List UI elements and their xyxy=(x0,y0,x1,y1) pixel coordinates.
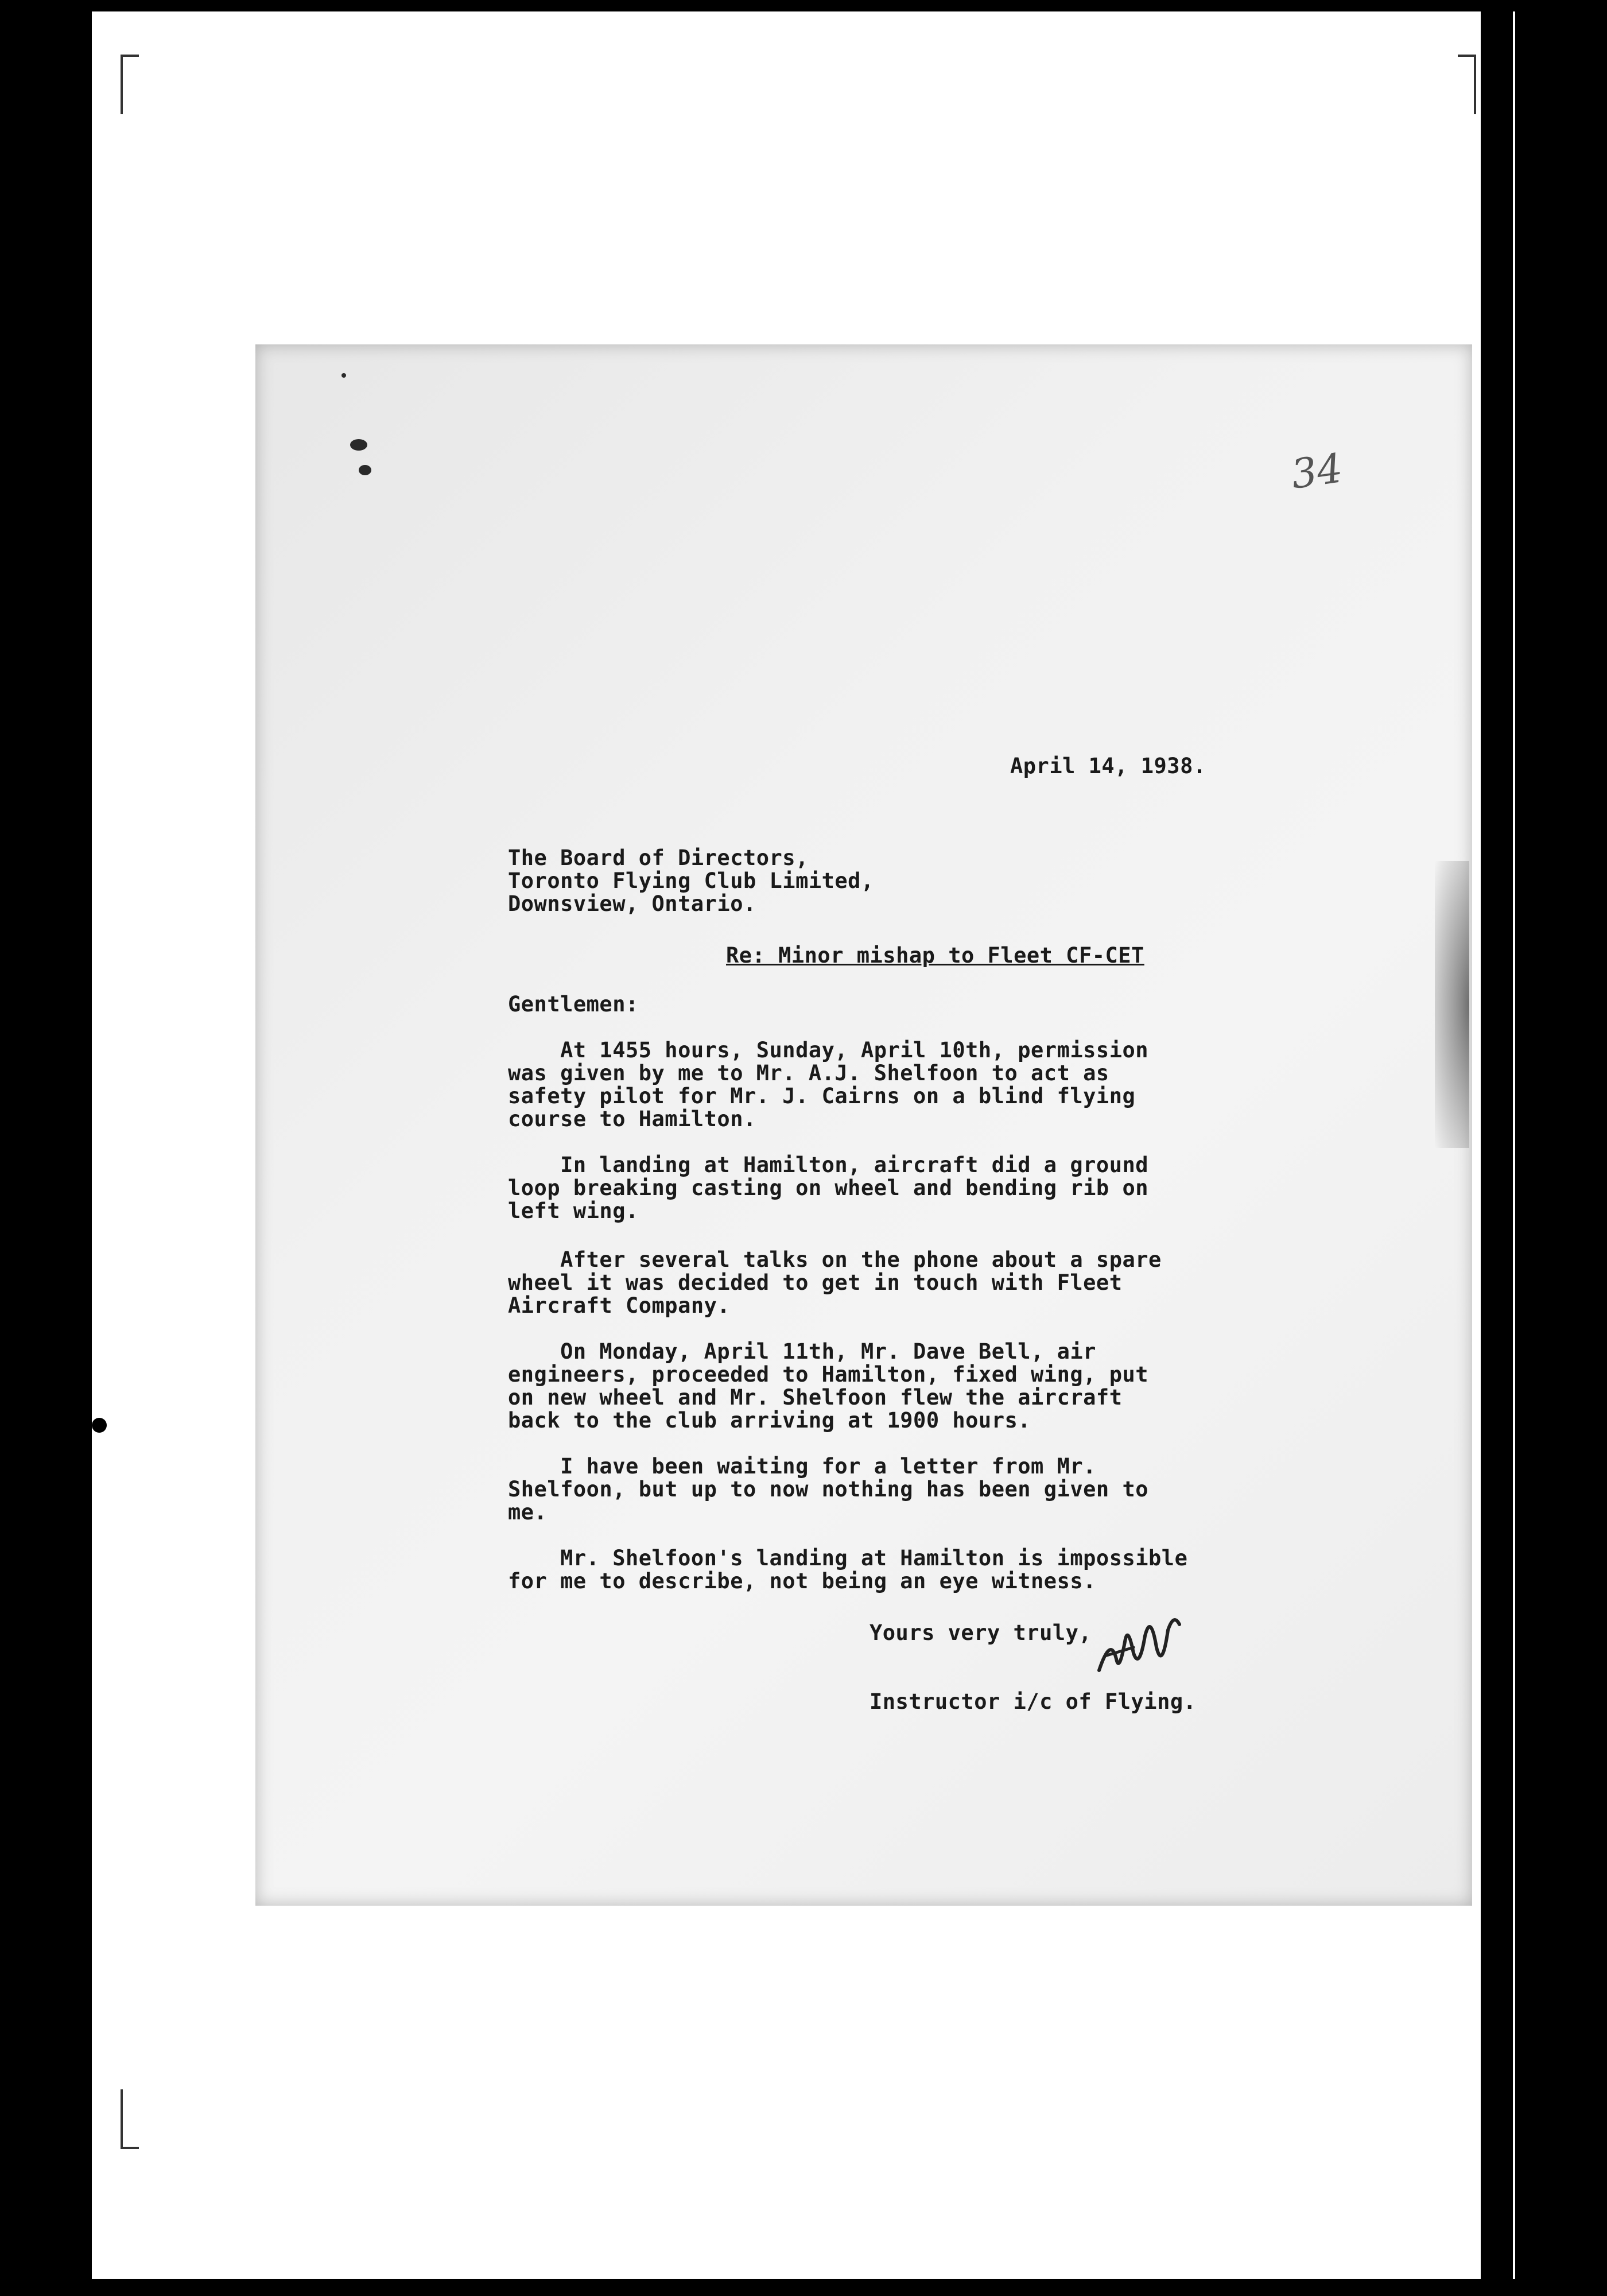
body-line: was given by me to Mr. A.J. Shelfoon to act as xyxy=(508,1061,1109,1085)
salutation: Gentlemen: xyxy=(508,992,639,1017)
body-line: At 1455 hours, Sunday, April 10th, permission xyxy=(508,1038,1149,1062)
body-line: back to the club arriving at 1900 hours. xyxy=(508,1408,1031,1433)
crop-mark-bottom-left xyxy=(121,2089,139,2149)
recipient-line: Downsview, Ontario. xyxy=(508,891,756,916)
film-edge-strip xyxy=(1481,11,1513,2279)
ink-smudge xyxy=(350,439,367,451)
body-line: course to Hamilton. xyxy=(508,1107,756,1131)
body-line: loop breaking casting on wheel and bending rib on xyxy=(508,1176,1149,1200)
body-line: for me to describe, not being an eye witness. xyxy=(508,1569,1096,1593)
body-line: wheel it was decided to get in touch with Fleet xyxy=(508,1270,1123,1295)
recipient-line: The Board of Directors, xyxy=(508,846,809,870)
page-number: 34 xyxy=(1288,444,1346,498)
body-line: Shelfoon, but up to now nothing has been given to xyxy=(508,1477,1149,1502)
recipient-line: Toronto Flying Club Limited, xyxy=(508,868,874,893)
body-line: me. xyxy=(508,1500,548,1525)
body-line: Mr. Shelfoon's landing at Hamilton is impossible xyxy=(508,1546,1188,1570)
ink-smudge xyxy=(359,465,371,475)
handwritten-signature xyxy=(1093,1601,1185,1682)
body-line: In landing at Hamilton, aircraft did a ground xyxy=(508,1153,1149,1177)
body-line: On Monday, April 11th, Mr. Dave Bell, air xyxy=(508,1339,1096,1364)
signoff: Yours very truly, xyxy=(870,1620,1092,1645)
edge-shadow xyxy=(1435,861,1469,1148)
body-line: After several talks on the phone about a spare xyxy=(508,1247,1162,1272)
body-line: left wing. xyxy=(508,1199,639,1223)
ink-spot xyxy=(341,373,346,378)
crop-mark-top-right xyxy=(1458,55,1476,114)
body-line: safety pilot for Mr. J. Cairns on a blind flying xyxy=(508,1084,1136,1108)
letter-date: April 14, 1938. xyxy=(1010,754,1206,778)
crop-mark-top-left xyxy=(121,55,139,114)
subject-line: Re: Minor mishap to Fleet CF-CET xyxy=(726,943,1144,968)
body-line: Aircraft Company. xyxy=(508,1293,731,1318)
body-line: I have been waiting for a letter from Mr. xyxy=(508,1454,1096,1479)
body-line: engineers, proceeded to Hamilton, fixed wing, put xyxy=(508,1362,1149,1387)
body-line: on new wheel and Mr. Shelfoon flew the aircraft xyxy=(508,1385,1123,1410)
letter-page xyxy=(255,344,1472,1906)
signatory-title: Instructor i/c of Flying. xyxy=(870,1689,1197,1714)
punch-hole xyxy=(92,1418,107,1433)
